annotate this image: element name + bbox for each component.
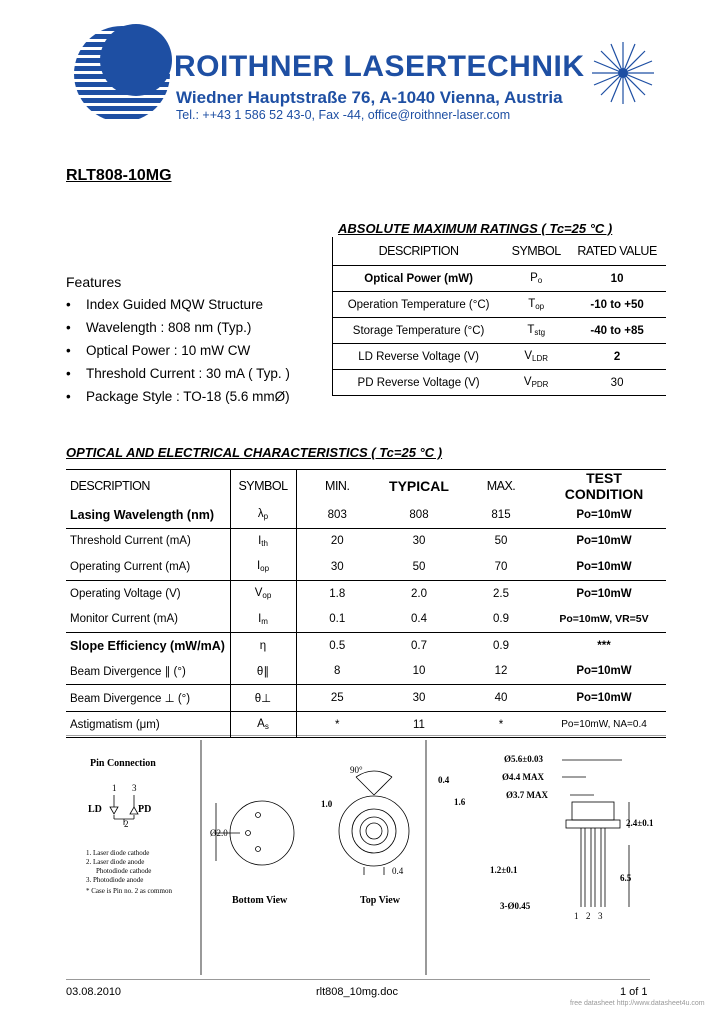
oec-symbol: θ⊥ [230, 685, 296, 712]
oec-header: TYPICAL [378, 470, 460, 503]
oec-row [66, 528, 666, 554]
oec-desc: Astigmatism (μm) [66, 711, 230, 738]
oec-min: 803 [327, 508, 347, 521]
amr-value: 30 [568, 370, 666, 396]
company-contact: Tel.: ++43 1 586 52 43-0, Fax -44, office@roithner-laser.com [176, 108, 511, 122]
oec-max: 0.9 [493, 613, 509, 626]
oec-header: TEST CONDITION [542, 470, 666, 503]
side-view-dim: Ø4.4 MAX [502, 772, 544, 782]
oec-typ: 0.4 [411, 613, 427, 626]
amr-desc: Operation Temperature (°C) [333, 292, 505, 318]
laser-star-icon [590, 40, 656, 106]
bottom-view-label: Bottom View [232, 895, 288, 906]
feature-item: • Optical Power : 10 mW CW [66, 343, 251, 358]
feature-item: • Package Style : TO-18 (5.6 mmØ) [66, 389, 290, 404]
document-title: RLT808-10MG [66, 167, 172, 184]
oec-title: OPTICAL AND ELECTRICAL CHARACTERISTICS ( Tc=25 °C ) [66, 445, 443, 460]
oec-max: 815 [491, 508, 511, 521]
pin-label: 2 [124, 819, 129, 829]
oec-symbol: η [230, 632, 296, 658]
oec-min: * [296, 711, 378, 738]
feature-item: • Threshold Current : 30 mA ( Typ. ) [66, 366, 290, 381]
oec-symbol: $I_{op}$ [230, 554, 296, 580]
oec-typ: 2.0 [378, 580, 460, 606]
oec-min: 25 [296, 685, 378, 712]
amr-header: DESCRIPTION [333, 237, 505, 266]
package-drawing [66, 735, 666, 975]
amr-desc: Optical Power (mW) [333, 266, 505, 292]
pin-label: PD [138, 804, 152, 815]
oec-max: 40 [460, 685, 542, 712]
oec-symbol: $A_s$ [230, 711, 296, 738]
oec-min: 20 [296, 528, 378, 554]
amr-symbol: $T_{stg}$ [504, 318, 568, 344]
oec-symbol: $\lambda_p$ [230, 502, 296, 528]
amr-symbol: $V_{PDR}$ [504, 370, 568, 396]
amr-table [332, 237, 666, 396]
feature-item: • Wavelength : 808 nm (Typ.) [66, 320, 252, 335]
amr-header: RATED VALUE [577, 244, 657, 258]
amr-desc: LD Reverse Voltage (V) [333, 344, 505, 370]
oec-max: 70 [494, 560, 508, 573]
top-view-dim: 1.0 [321, 799, 333, 809]
top-view-dim: 90° [350, 765, 363, 775]
top-view-label: Top View [360, 895, 400, 906]
amr-row [333, 266, 667, 292]
oec-max: * [460, 711, 542, 738]
side-view-dim: 6.5 [620, 873, 632, 883]
oec-desc: Slope Efficiency (mW/mA) [66, 632, 230, 658]
amr-row [333, 292, 667, 318]
pin-label: 3 [132, 783, 137, 793]
bottom-view-dim: Ø2.0 [210, 828, 228, 838]
top-view-dim: 1.6 [454, 797, 466, 807]
oec-symbol: θ∥ [230, 659, 296, 685]
footer-rule [66, 979, 650, 980]
oec-desc: Operating Current (mA) [70, 560, 191, 573]
amr-value: 10 [568, 266, 666, 292]
amr-symbol: $T_{op}$ [504, 292, 568, 318]
pin-title: Pin Connection [90, 758, 156, 769]
oec-min: 0.5 [296, 632, 378, 658]
footer-date: 03.08.2010 [66, 986, 122, 998]
oec-header: SYMBOL [230, 470, 296, 503]
amr-value: -40 to +85 [568, 318, 666, 344]
oec-header: DESCRIPTION [66, 470, 230, 503]
side-view-pin: 1 [574, 911, 579, 921]
oec-cond: *** [542, 632, 666, 658]
watermark-text: free datasheet http://www.datasheet4u.com [570, 1000, 705, 1007]
feature-item: • Index Guided MQW Structure [66, 297, 264, 312]
pin-legend: 1. Laser diode cathode [86, 849, 150, 857]
side-view-dim: 2.4±0.1 [626, 818, 654, 828]
amr-value: -10 to +50 [568, 292, 666, 318]
oec-max: 12 [494, 665, 508, 678]
oec-min: 8 [334, 665, 341, 678]
oec-desc: Operating Voltage (V) [66, 580, 230, 606]
oec-desc: Beam Divergence ∥ (°) [70, 666, 186, 679]
oec-desc: Lasing Wavelength (nm) [70, 507, 214, 522]
side-view-drawing [562, 760, 629, 907]
side-view-pin: 3 [598, 911, 603, 921]
oec-typ: 0.7 [378, 632, 460, 658]
top-view-drawing [339, 771, 409, 875]
oec-cond: Po=10mW, NA=0.4 [542, 711, 666, 738]
oec-desc: Threshold Current (mA) [66, 528, 230, 554]
oec-row [66, 685, 666, 712]
oec-max: 0.9 [460, 632, 542, 658]
top-view-dim: 0.4 [392, 866, 404, 876]
oec-cond: Po=10mW [542, 685, 666, 712]
oec-typ: 10 [412, 665, 426, 678]
oec-max: 2.5 [460, 580, 542, 606]
amr-desc: PD Reverse Voltage (V) [333, 370, 505, 396]
oec-typ: 808 [409, 508, 429, 521]
oec-min: 0.1 [329, 613, 346, 626]
oec-cond: Po=10mW, VR=5V [559, 613, 649, 626]
pin-label: 1 [112, 783, 117, 793]
oec-typ: 50 [412, 560, 426, 573]
pin-legend: 3. Photodiode anode [86, 876, 144, 884]
pin-legend: 2. Laser diode anode [86, 858, 145, 866]
oec-row [66, 711, 666, 738]
oec-row [66, 632, 666, 658]
oec-symbol: $V_{op}$ [230, 580, 296, 606]
oec-symbol: $I_{th}$ [230, 528, 296, 554]
oec-row [66, 606, 666, 632]
amr-title: ABSOLUTE MAXIMUM RATINGS ( Tc=25 °C ) [338, 221, 613, 236]
oec-cond: Po=10mW [542, 580, 666, 606]
brand-name: ROITHNER LASERTECHNIK [174, 50, 585, 83]
oec-row [66, 659, 666, 685]
oec-typ: 30 [378, 528, 460, 554]
oec-cond: Po=10mW [576, 560, 632, 573]
oec-cond: Po=10mW [576, 665, 632, 678]
oec-header: MAX. [460, 470, 542, 503]
footer-page: 1 of 1 [620, 986, 648, 998]
oec-cond: Po=10mW [576, 508, 632, 521]
side-view-dim: Ø3.7 MAX [506, 790, 548, 800]
amr-desc: Storage Temperature (°C) [333, 318, 505, 344]
pin-legend: Photodiode cathode [96, 867, 152, 875]
amr-symbol: $P_o$ [504, 266, 568, 292]
side-view-dim: Ø5.6±0.03 [504, 754, 543, 764]
footer-filename: rlt808_10mg.doc [316, 986, 398, 998]
side-view-dim: 1.2±0.1 [490, 865, 518, 875]
pin-note: * Case is Pin no. 2 as common [86, 887, 172, 895]
oec-max: 50 [460, 528, 542, 554]
oec-cond: Po=10mW [542, 528, 666, 554]
top-view-dim: 0.4 [438, 775, 450, 785]
oec-typ: 11 [378, 711, 460, 738]
oec-row [66, 502, 666, 528]
amr-symbol: $V_{LDR}$ [504, 344, 568, 370]
oec-typ: 30 [378, 685, 460, 712]
amr-row [333, 370, 667, 396]
oec-table [66, 469, 666, 738]
oec-min: 30 [330, 560, 344, 573]
side-view-dim: 3-Ø0.45 [500, 901, 531, 911]
amr-row [333, 344, 667, 370]
oec-desc: Monitor Current (mA) [70, 613, 178, 626]
oec-desc: Beam Divergence ⊥ (°) [66, 685, 230, 712]
oec-symbol: $I_m$ [230, 606, 296, 632]
oec-header: MIN. [296, 470, 378, 503]
pin-schematic [110, 795, 138, 825]
pin-label: LD [88, 804, 102, 815]
oec-row [66, 554, 666, 580]
company-address: Wiedner Hauptstraße 76, A-1040 Vienna, Austria [176, 88, 563, 107]
amr-value: 2 [568, 344, 666, 370]
side-view-pin: 2 [586, 911, 591, 921]
amr-header: SYMBOL [511, 244, 561, 258]
oec-row [66, 580, 666, 606]
oec-min: 1.8 [296, 580, 378, 606]
company-logo [66, 16, 178, 124]
amr-row [333, 318, 667, 344]
features-title: Features [66, 274, 122, 290]
